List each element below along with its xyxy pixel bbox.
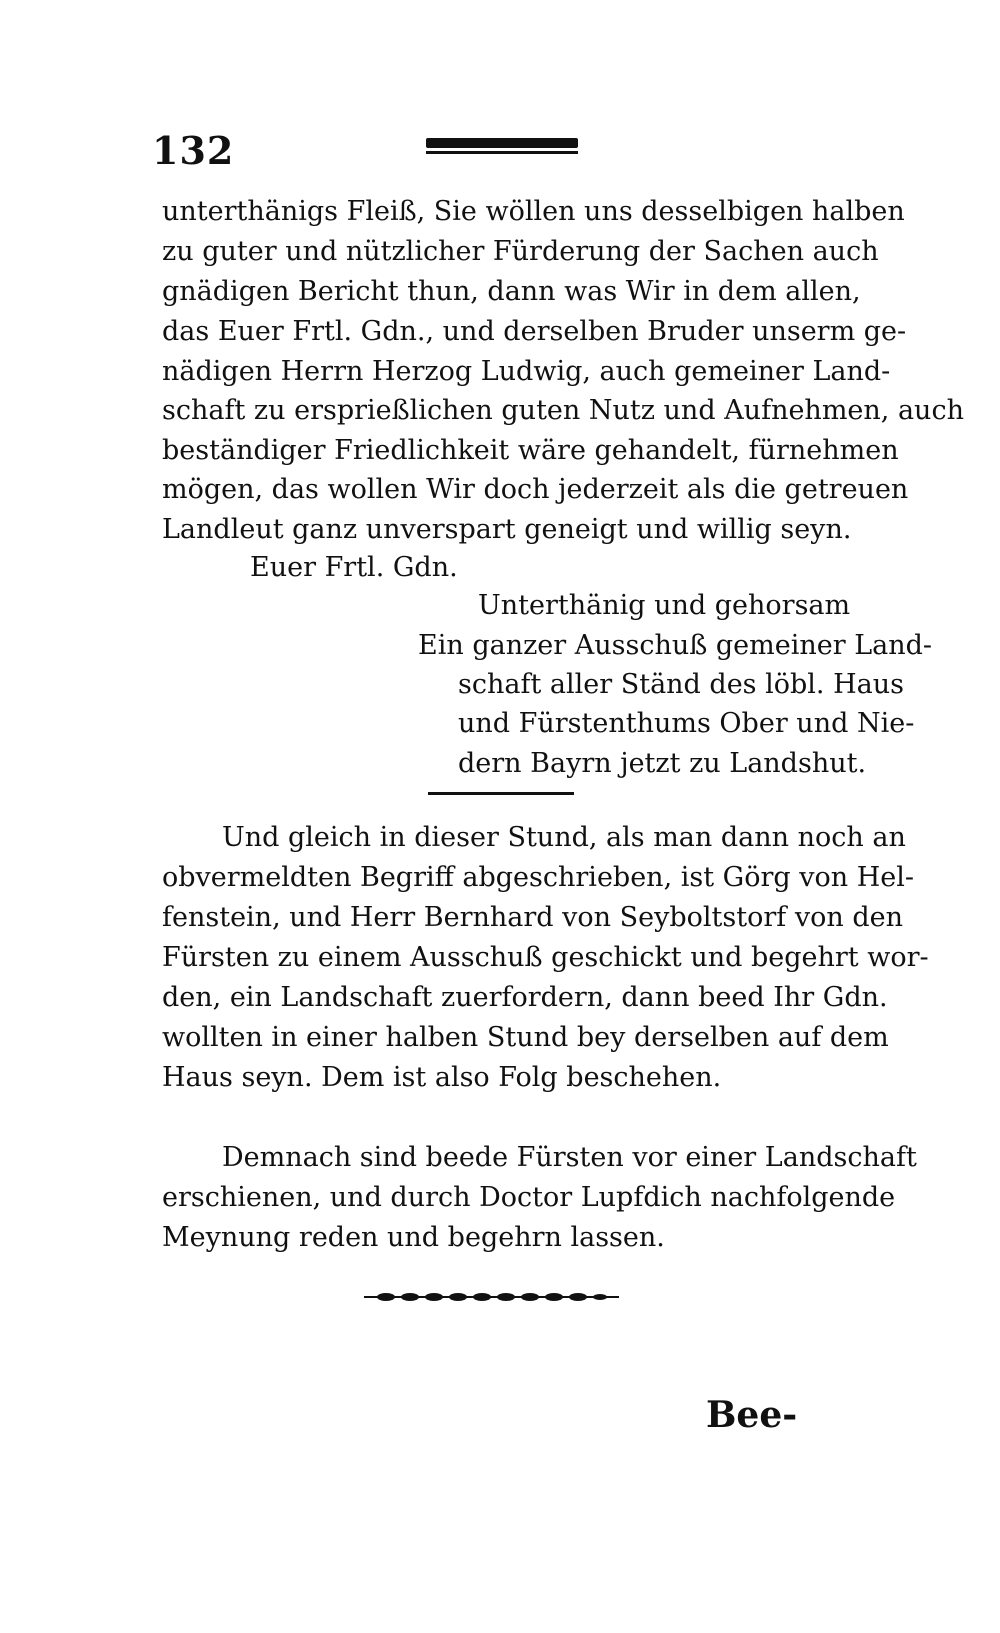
signature-line: dern Bayrn jetzt zu Landshut.: [458, 748, 867, 779]
section-divider: [428, 792, 574, 795]
paragraph-2-line: fenstein, und Herr Bernhard von Seyboltstorf von den: [162, 902, 903, 933]
paragraph-1-line: beständiger Friedlichkeit wäre gehandelt, fürnehmen: [162, 435, 899, 466]
paragraph-2-line: obvermeldten Begriff abgeschrieben, ist Görg von Hel-: [162, 862, 915, 893]
catchword: Bee-: [706, 1394, 798, 1436]
paragraph-1-line: zu guter und nützlicher Fürderung der Sachen auch: [162, 236, 879, 267]
paragraph-2-line: Fürsten zu einem Ausschuß geschickt und begehrt wor-: [162, 942, 929, 973]
signature-line: Unterthänig und gehorsam: [478, 590, 851, 621]
page-number: 132: [152, 128, 235, 173]
paragraph-1-line: nädigen Herrn Herzog Ludwig, auch gemeiner Land-: [162, 356, 891, 387]
paragraph-1-line: gnädigen Bericht thun, dann was Wir in dem allen,: [162, 276, 861, 307]
paragraph-1-line: das Euer Frtl. Gdn., und derselben Bruder unserm ge-: [162, 316, 907, 347]
paragraph-1-line: Landleut ganz unverspart geneigt und willig seyn.: [162, 514, 852, 545]
signature-line: schaft aller Ständ des löbl. Haus: [458, 669, 904, 700]
paragraph-1-line: mögen, das wollen Wir doch jederzeit als die getreuen: [162, 474, 909, 505]
ornament-divider: [364, 1290, 619, 1304]
closing-salutation: Euer Frtl. Gdn.: [250, 552, 458, 583]
paragraph-2-line: den, ein Landschaft zuerfordern, dann beed Ihr Gdn.: [162, 982, 888, 1013]
paragraph-1-line: schaft zu ersprießlichen guten Nutz und Aufnehmen, auch: [162, 395, 964, 426]
signature-line: Ein ganzer Ausschuß gemeiner Land-: [418, 630, 933, 661]
paragraph-2-line: Und gleich in dieser Stund, als man dann noch an: [222, 822, 906, 853]
paragraph-3-line: Demnach sind beede Fürsten vor einer Landschaft: [222, 1142, 917, 1173]
header-rule: [426, 138, 578, 148]
paragraph-2-line: Haus seyn. Dem ist also Folg beschehen.: [162, 1062, 722, 1093]
paragraph-3-line: erschienen, und durch Doctor Lupfdich nachfolgende: [162, 1182, 896, 1213]
signature-line: und Fürstenthums Ober und Nie-: [458, 708, 915, 739]
paragraph-3-line: Meynung reden und begehrn lassen.: [162, 1222, 665, 1253]
paragraph-1-line: unterthänigs Fleiß, Sie wöllen uns desselbigen halben: [162, 196, 905, 227]
paragraph-2-line: wollten in einer halben Stund bey derselben auf dem: [162, 1022, 889, 1053]
